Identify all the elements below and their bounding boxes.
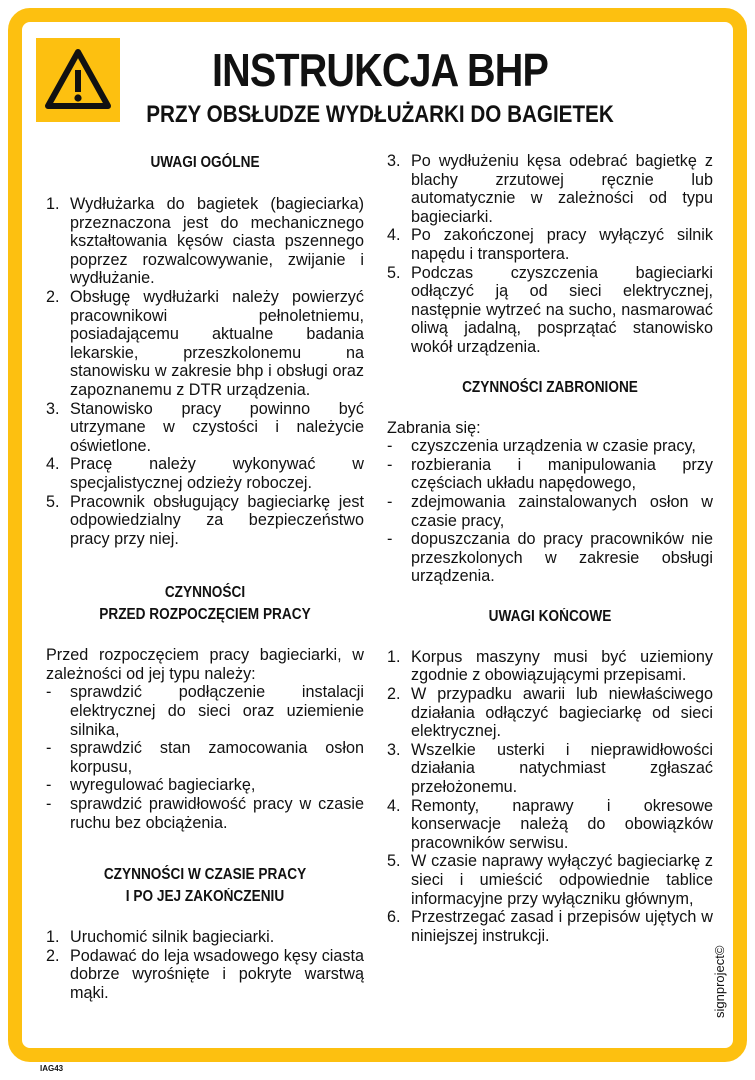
item-text: Wszelkie usterki i nieprawidłowości działania natychmiast zgłaszać przełożonemu. [411,740,713,797]
item-text: W czasie naprawy wyłączyć bagieciarkę z sieci i umieścić odpowiednie tablice informacyjne przy wyłączniku głównym, [411,852,713,908]
item-text: W przypadku awarii lub niewłaściwego działania odłączyć bagieciarkę od sieci elektrycznej. [411,685,713,741]
section-title-during-work: CZYNNOŚCI W CZASIE PRACY [103,866,307,884]
item-text: Przestrzegać zasad i przepisów ujętych w niniejszej instrukcji. [411,908,713,945]
during-work-list-continued [387,152,713,357]
item-number: 2. [46,946,60,965]
item-text: Podawać do leja wsadowego kęsy ciasta dobrze wyrośnięte i pokryte warstwą mąki. [70,946,364,1002]
section-title-during-work-2: I PO JEJ ZAKOŃCZENIU [125,888,285,906]
before-work-lead: Przed rozpoczęciem pracy bagieciarki, w zależności od jej typu należy: [46,646,364,683]
item-number: 4. [387,226,401,245]
before-work-list [46,683,364,832]
item-text: Pracownik obsługujący bagieciarkę jest odpowiedzialny za bezpieczeństwo pracy przy niej. [70,492,364,548]
list-item [387,741,713,797]
item-text: Obsługę wydłużarki należy powierzyć pracownikowi pełnoletniemu, posiadającemu aktualne badania lekarskie, przeszkolonemu na stanowisku w zakresie bhp i obsługi oraz zapoznanemu z DTR urządzenia. [70,287,364,399]
final-list [387,648,713,946]
item-text: Remonty, naprawy i okresowe konserwacje należą do obowiązków pracowników serwisu. [411,796,713,852]
list-item [387,226,713,263]
forbidden-lead: Zabrania się: [387,418,481,437]
list-item [387,437,713,456]
right-column [387,152,713,945]
item-number: 3. [387,740,401,759]
list-item [46,683,364,739]
warning-sign [36,38,120,122]
section-title-general: UWAGI OGÓLNE [150,154,260,171]
item-text: Pracę należy wykonywać w specjalistycznej odzieży roboczej. [70,455,364,492]
item-text: sprawdzić prawidłowość pracy w czasie ruchu bez obciążenia. [70,795,364,832]
item-dash: - [46,776,52,795]
item-number: 3. [387,152,401,170]
item-dash: - [387,437,393,456]
list-item [387,852,713,908]
list-item [46,288,364,400]
item-number: 6. [387,908,401,927]
section-title-forbidden: CZYNNOŚCI ZABRONIONE [462,378,638,396]
item-text: zdejmowania zainstalowanych osłon w czasie pracy, [411,492,713,530]
item-dash: - [46,683,52,702]
item-dash: - [387,455,393,474]
list-item [46,400,364,456]
list-item [46,739,364,776]
product-code: IAG43 [40,1064,64,1073]
item-dash: - [46,795,52,814]
item-dash: - [387,492,393,511]
section-title-before-work: CZYNNOŚCI [164,584,246,602]
list-item [46,455,364,492]
list-item [387,456,713,493]
item-text: Po zakończonej pracy wyłączyć silnik napędu i transportera. [411,226,713,263]
list-item [387,264,713,357]
section-title-final: UWAGI KOŃCOWE [488,607,612,625]
list-item [46,195,364,288]
item-text: sprawdzić podłączenie instalacji elektrycznej do sieci oraz uziemienie silnika, [70,683,364,739]
general-list [46,195,364,548]
item-text: Po wydłużeniu kęsa odebrać bagietkę z blachy zrzutowej ręcznie lub automatycznie w zależności od typu bagieciarki. [411,152,713,226]
item-number: 5. [46,492,60,511]
item-number: 2. [46,287,60,306]
list-item [387,648,713,685]
item-dash: - [46,739,52,758]
item-text: wyregulować bagieciarkę, [70,776,256,795]
item-text: czyszczenia urządzenia w czasie pracy, [411,437,696,456]
item-number: 5. [387,852,401,871]
list-item [46,795,364,832]
item-text: Podczas czyszczenia bagieciarki odłączyć ją od sieci elektrycznej, następnie wytrzeć na sucho, nasmarować oliwą jadalną, posprzątać stanowisko wokół urządzenia. [411,263,713,356]
list-item [46,493,364,549]
list-item [387,685,713,741]
section-title-before-work-2: PRZED ROZPOCZĘCIEM PRACY [99,606,311,624]
item-number: 3. [46,399,60,418]
item-dash: - [387,530,393,549]
page-subtitle: PRZY OBSŁUDZE WYDŁUŻARKI DO BAGIETEK [146,101,614,128]
list-item [46,928,364,947]
item-number: 5. [387,263,401,282]
item-number: 2. [387,685,401,704]
list-item [46,776,364,795]
forbidden-list [387,437,713,586]
item-text: Korpus maszyny musi być uziemiony zgodnie z obowiązującymi przepisami. [411,647,713,685]
item-text: rozbierania i manipulowania przy częściach układu napędowego, [411,455,713,493]
item-text: Uruchomić silnik bagieciarki. [70,928,275,947]
list-item [387,530,713,586]
list-item [46,947,364,1003]
item-number: 1. [46,195,60,213]
list-item [387,908,713,945]
item-text: sprawdzić stan zamocowania osłon korpusu, [70,739,364,776]
left-column [46,152,364,1003]
page-title: INSTRUKCJA BHP [212,44,548,96]
item-number: 1. [46,928,60,947]
list-item [387,797,713,853]
item-text: Stanowisko pracy powinno być utrzymane w czystości i należycie oświetlone. [70,399,364,455]
item-number: 4. [387,796,401,815]
item-text: Wydłużarka do bagietek (bagieciarka) przeznaczona jest do mechanicznego kształtowania kęsów ciasta pszennego poprzez rozwalcowywanie, zwijanie i wydłużanie. [70,195,364,288]
list-item [387,152,713,226]
item-number: 4. [46,455,60,474]
warning-triangle-icon [36,38,120,122]
item-text: dopuszczania do pracy pracowników nie przeszkolonych w zakresie obsługi urządzenia. [411,530,713,586]
during-work-list [46,928,364,1002]
list-item [387,493,713,530]
item-number: 1. [387,647,401,666]
brand-label: signproject© [712,945,727,1018]
